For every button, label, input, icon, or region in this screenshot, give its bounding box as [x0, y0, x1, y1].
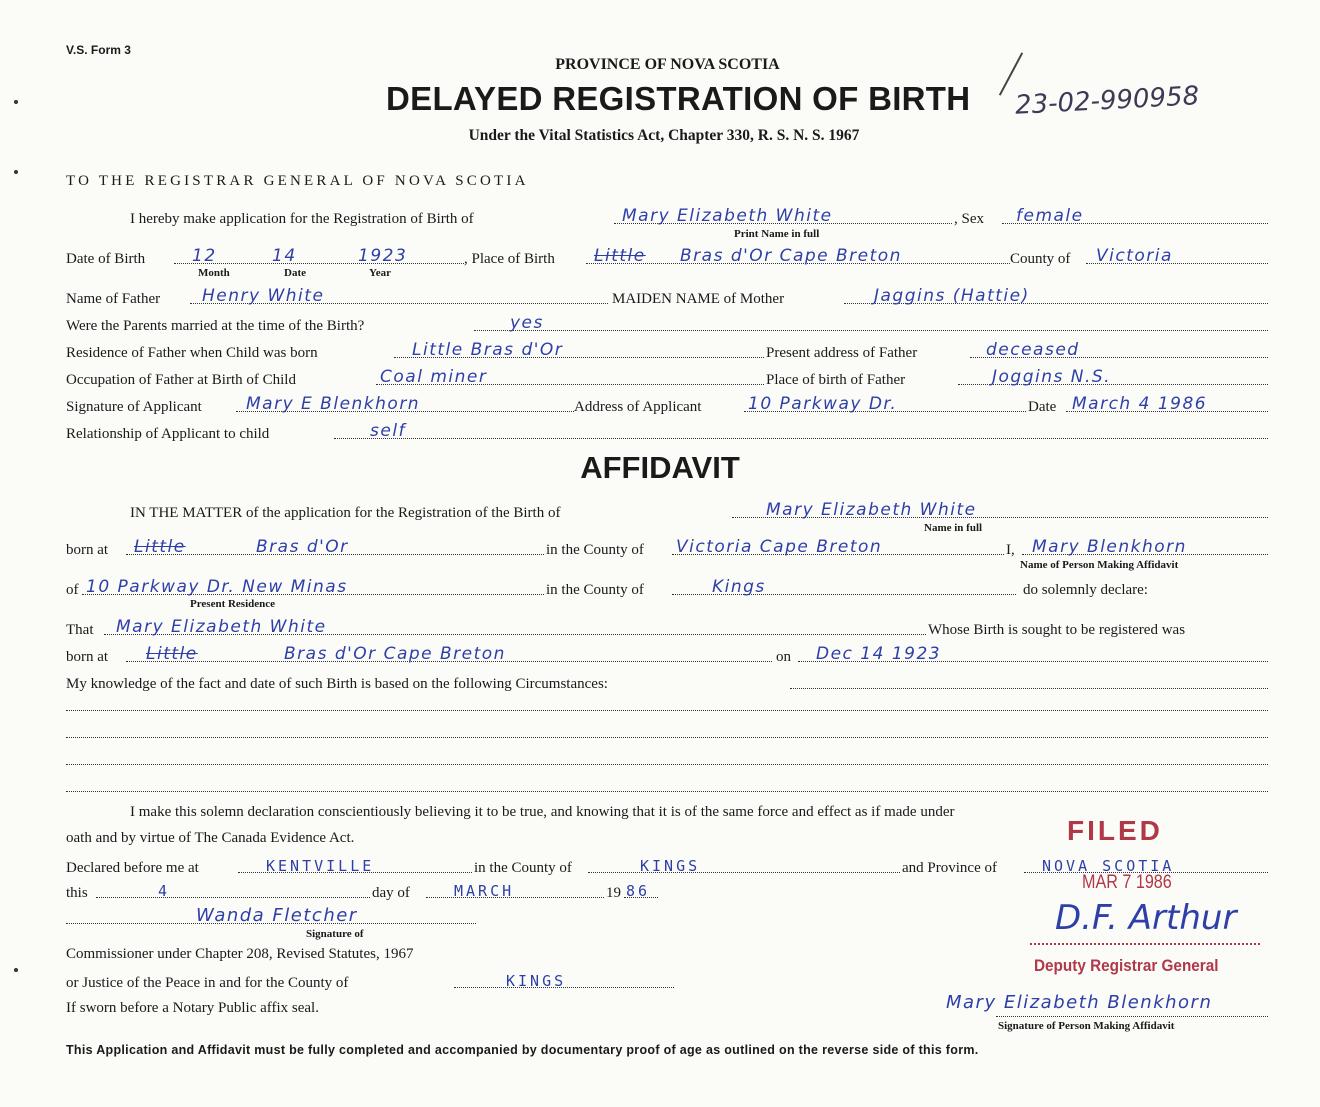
sex-label: , Sex: [954, 211, 984, 227]
county2-field[interactable]: Kings: [712, 577, 766, 597]
affidavit-county-field[interactable]: Victoria Cape Breton: [676, 537, 883, 557]
deponent-name-field[interactable]: Mary Blenkhorn: [1032, 537, 1187, 557]
year-caption: Year: [369, 267, 391, 279]
province-label: and Province of: [902, 860, 997, 876]
sig-applicant-label: Signature of Applicant: [66, 399, 202, 415]
present-addr-label: Present address of Father: [766, 345, 918, 361]
commissioner-signature[interactable]: Wanda Fletcher: [196, 905, 358, 926]
margin-mark: [14, 100, 18, 104]
form-number: V.S. Form 3: [66, 43, 131, 57]
matter-label: IN THE MATTER of the application for the Registration of the Birth of: [130, 505, 561, 521]
dob-year-field[interactable]: 1923: [358, 246, 408, 266]
dob-day-field[interactable]: 14: [272, 246, 297, 266]
declare-label: do solemnly declare:: [1023, 582, 1148, 598]
justice-county-field[interactable]: KINGS: [506, 972, 567, 990]
relationship-label: Relationship of Applicant to child: [66, 426, 270, 442]
filed-stamp: FILED: [1067, 815, 1163, 846]
father-birthplace-label: Place of birth of Father: [766, 372, 906, 388]
row-date-place: [66, 246, 1268, 268]
county-field[interactable]: Victoria: [1096, 246, 1173, 266]
row-applicant-name: [66, 206, 1268, 228]
registrar-signature-line: [1030, 943, 1260, 945]
mother-maiden-field[interactable]: Jaggins (Hattie): [874, 286, 1030, 306]
notary-label: If sworn before a Notary Public affix seal.: [66, 1000, 319, 1016]
declared-at-field[interactable]: KENTVILLE: [266, 857, 375, 875]
footer-note: This Application and Affidavit must be fully completed and accompanied by documentary proof of age as outlined on the reverse side of this form.: [66, 1043, 979, 1057]
row-married: [66, 313, 1268, 335]
place-birth-struck: Little: [594, 246, 646, 266]
affidavit-child-name-field[interactable]: Mary Elizabeth White: [766, 500, 977, 520]
i-label: I,: [1006, 542, 1015, 558]
application-date-field[interactable]: March 4 1986: [1072, 394, 1208, 414]
of-label: of: [66, 582, 79, 598]
declared-day-field[interactable]: 4: [158, 882, 171, 900]
margin-mark: [14, 170, 18, 174]
father-name-field[interactable]: Henry White: [202, 286, 325, 306]
sex-field[interactable]: female: [1016, 206, 1084, 226]
date-caption: Date: [284, 267, 306, 279]
whose-birth-label: Whose Birth is sought to be registered was: [928, 622, 1186, 638]
dob-month-field[interactable]: 12: [192, 246, 217, 266]
present-residence-caption: Present Residence: [190, 598, 276, 610]
margin-mark: [14, 968, 18, 972]
circumstances-line[interactable]: [66, 710, 1268, 711]
print-name-caption: Print Name in full: [734, 228, 820, 240]
registration-number: 23-02-990958: [1014, 81, 1200, 121]
born-at2-struck: Little: [146, 644, 198, 664]
res-father-field[interactable]: Little Bras d'Or: [412, 340, 564, 360]
father-label: Name of Father: [66, 291, 161, 307]
name-full-caption: Name in full: [924, 522, 983, 534]
born-at-field[interactable]: Bras d'Or: [256, 537, 349, 557]
place-birth-label: , Place of Birth: [464, 251, 555, 267]
row-parents: [66, 286, 1268, 308]
commissioner-label: Commissioner under Chapter 208, Revised Statutes, 1967: [66, 946, 414, 962]
row-relationship: [66, 421, 1268, 443]
on-label: on: [776, 649, 791, 665]
declared-province-field[interactable]: NOVA SCOTIA: [1042, 857, 1175, 875]
affidavit-heading: AFFIDAVIT: [580, 450, 740, 485]
apply-label: I hereby make application for the Registration of Birth of: [130, 211, 474, 227]
declared-year-field[interactable]: 86: [626, 882, 651, 900]
born-on-field[interactable]: Dec 14 1923: [816, 644, 942, 664]
married-field[interactable]: yes: [510, 313, 544, 333]
res-father-label: Residence of Father when Child was born: [66, 345, 318, 361]
declared-before-label: Declared before me at: [66, 860, 199, 876]
month-caption: Month: [198, 267, 230, 279]
justice-label: or Justice of the Peace in and for the County of: [66, 975, 349, 991]
father-birthplace-field[interactable]: Joggins N.S.: [992, 367, 1112, 387]
addr-applicant-label: Address of Applicant: [574, 399, 702, 415]
circumstances-line[interactable]: [66, 737, 1268, 738]
that-label: That: [66, 622, 94, 638]
filed-date-stamp: MAR 7 1986: [1082, 872, 1172, 893]
row-that: [66, 617, 1268, 639]
declared-month-field[interactable]: MARCH: [454, 882, 515, 900]
county-label: County of: [1010, 251, 1071, 267]
this-label: this: [66, 885, 88, 901]
deponent-signature-caption: Signature of Person Making Affidavit: [998, 1020, 1175, 1032]
occupation-field[interactable]: Coal miner: [380, 367, 488, 387]
row-residence-aff: [66, 577, 1268, 599]
deponent-caption: Name of Person Making Affidavit: [1020, 559, 1179, 571]
applicant-signature[interactable]: Mary E Blenkhorn: [246, 394, 421, 414]
occupation-label: Occupation of Father at Birth of Child: [66, 372, 296, 388]
in-county2-label: in the County of: [546, 582, 644, 598]
app-date-label: Date: [1028, 399, 1057, 415]
row-applicant-signature: [66, 394, 1268, 416]
solemn-declaration-1: I make this solemn declaration conscientiously believing it to be true, and knowing that it is of the same force and effect as if made under: [130, 804, 955, 820]
province-heading: PROVINCE OF NOVA SCOTIA: [555, 56, 780, 73]
row-born-at2: [66, 644, 1268, 666]
dob-label: Date of Birth: [66, 251, 146, 267]
row-knowledge: [66, 671, 1268, 693]
addressee: TO THE REGISTRAR GENERAL OF NOVA SCOTIA: [66, 173, 529, 189]
deponent-signature[interactable]: Mary Elizabeth Blenkhorn: [946, 992, 1213, 1013]
day-of-label: day of: [372, 885, 410, 901]
child-name-field[interactable]: Mary Elizabeth White: [622, 206, 833, 226]
circumstances-line[interactable]: [66, 791, 1268, 792]
born-at-struck: Little: [134, 537, 186, 557]
row-born-at: [66, 537, 1268, 559]
applicant-address-field[interactable]: 10 Parkway Dr.: [748, 394, 898, 414]
born-at2-field[interactable]: Bras d'Or Cape Breton: [284, 644, 506, 664]
knowledge-label: My knowledge of the fact and date of such Birth is based on the following Circumstances:: [66, 676, 608, 692]
relationship-field[interactable]: self: [370, 421, 407, 441]
row-residence: [66, 340, 1268, 362]
married-label: Were the Parents married at the time of the Birth?: [66, 318, 365, 334]
born-at-label: born at: [66, 542, 109, 558]
signature-of-caption: Signature of: [306, 928, 364, 940]
form-subtitle: Under the Vital Statistics Act, Chapter 330, R. S. N. S. 1967: [468, 127, 860, 144]
circumstances-line[interactable]: [66, 764, 1268, 765]
in-county3-label: in the County of: [474, 860, 572, 876]
mother-label: MAIDEN NAME of Mother: [612, 291, 785, 307]
place-birth-field[interactable]: Bras d'Or Cape Breton: [680, 246, 902, 266]
solemn-declaration-2: oath and by virtue of The Canada Evidence Act.: [66, 830, 355, 846]
present-addr-field[interactable]: deceased: [986, 340, 1080, 360]
deponent-residence-field[interactable]: 10 Parkway Dr. New Minas: [86, 577, 348, 597]
form-title: DELAYED REGISTRATION OF BIRTH: [386, 80, 971, 117]
that-name-field[interactable]: Mary Elizabeth White: [116, 617, 327, 637]
row-occupation: [66, 367, 1268, 389]
registrar-signature: D.F. Arthur: [1055, 898, 1237, 938]
nineteen-label: 19: [606, 885, 621, 901]
born-at2-label: born at: [66, 649, 109, 665]
deputy-registrar-stamp: Deputy Registrar General: [1034, 956, 1219, 975]
row-matter: [66, 500, 1268, 522]
in-county-label: in the County of: [546, 542, 644, 558]
declared-county-field[interactable]: KINGS: [640, 857, 701, 875]
